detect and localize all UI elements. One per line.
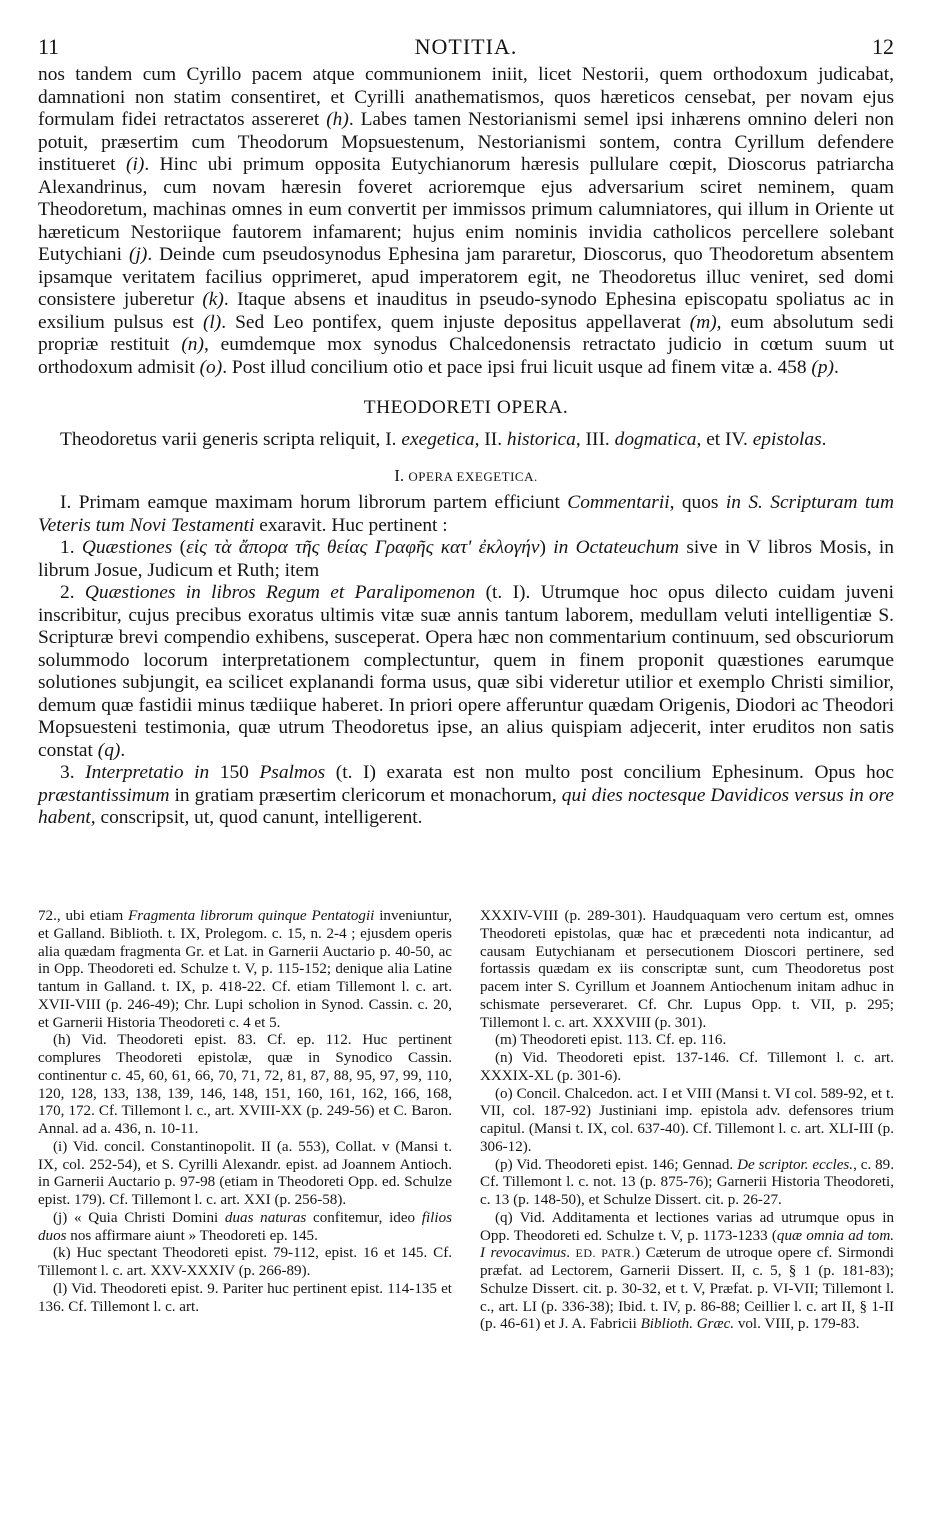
footnote-column-left: [38, 908, 452, 1316]
right-page-number: 12: [872, 34, 894, 59]
running-header: [38, 34, 894, 64]
footnote-l: (l) Vid. Theodoreti epist. 9. Pariter huc pertinent epist. 114-135 et 136. Cf. Tillemont l. c. art.: [38, 1280, 452, 1315]
greek-title: εἰς τὰ ἄπορα τῆς θείας Γραφῆς κατ' ἐκλογήν: [186, 537, 540, 558]
note-ref: (n): [181, 334, 204, 355]
note-ref: (p): [811, 356, 835, 378]
paragraph-intro: Theodoretus varii generis scripta reliquit, I. exegetica, II. historica, III. dogmatica, et IV. epistolas.: [60, 428, 827, 450]
footnote-k: (k) Huc spectant Theodoreti epist. 79-112, epist. 16 et 145. Cf. Tillemont l. c. art. XXV-XXXIV (p. 266-89).: [38, 1245, 452, 1279]
footnote-column-right: [480, 908, 894, 1334]
note-ref: (h): [326, 109, 349, 130]
subsection-heading: I. OPERA EXEGETICA.: [394, 466, 538, 485]
footnote-m: (m) Theodoreti epist. 113. Cf. ep. 116.: [495, 1032, 727, 1049]
footnote-p: (p) Vid. Theodoreti epist. 146; Gennad. De scriptor. eccles., c. 89. Cf. Tillemont l. c. not. 13 (p. 875-76); Garnerii Historia Theodoreti, c. 13 (p. 148-50), et Schulze Dissert. cit. p. 26-27.: [480, 1156, 895, 1208]
note-ref: (l): [202, 311, 222, 333]
list-item-quaestiones-regum: 2. Quæstiones in libros Regum et Paralipomenon (t. I). Utrumque hoc opus dilecto cuidam juveni inscribitur, cujus precibus exoratus ultimis vitæ suæ annis tantum laborem, medullam veluti intelligentiæ S. Scripturæ brevi compendio exhibens, susceperat. Opera hæc non commentarium continuum, sed obscuriorum solummodo locorum interpretationem complectuntur, quem in finem proponit quæstiones earumque solutiones subjungit, ea scilicet explanandi forma usus, quæ sibi videretur utilior et exemplo Christi similior, demum quæ fastidii minus tædiique haberet. In priori opere afferuntur quædam Origenis, Diodori ac Theodori Mopsuesteni testimonia, quæ utrum Theodoretus ipse, an alius quispiam adjecerit, inter eruditos non satis constat (q).: [38, 582, 894, 761]
note-ref: (m): [689, 311, 717, 333]
footnote-n: (n) Vid. Theodoreti epist. 137-146. Cf. Tillemont l. c. art. XXXIX-XL (p. 301-6).: [480, 1050, 894, 1084]
footnote-continuation: 72., ubi etiam Fragmenta librorum quinque Pentatogii inveniuntur, et Galland. Biblioth. t. IX, Prolegom. c. 15, n. 2-4 ; ejusdem operis alia quædam fragmenta Gr. et Lat. in Garnerii Auctario p. 40-50, ac in Opp. Theodoreti ed. Schulze t. V, p. 115-152; denique alia Latine tantum in Galland. t. IX, p. 418-22. Cf. etiam Tillemont l. c. art. XVII-VIII (p. 246-49); Chr. Lupi scholion in Synod. Cassin. c. 20, et Garnerii Historia Theodoreti c. 4 et 5.: [38, 908, 452, 1031]
list-item-psalmos: 3. Interpretatio in 150 Psalmos (t. I) exarata est non multo post concilium Ephesinum. Opus hoc præstantissimum in gratiam præsertim clericorum et monachorum, qui dies noctesque Davidicos versus in ore habent, conscripsit, ut, quod canunt, intelligerent.: [38, 762, 895, 828]
paragraph-history: nos tandem cum Cyrillo pacem atque communionem iniit, licet Nestorii, quem orthodoxum judicabat, damnationi non statim consentiret, et Cyrilli anathematismos, quos hæreticos censebat, per novam ejus formulam fidei retractatos assereret (h). Labes tamen Nestorianismi semel ipsi inhærens omnino deleri non potuit, præsertim cum Theodorum Mopsuestenum, Nestorianismi sontem, contra Cyrillum defendere institueret (i). Hinc ubi primum opposita Eutychianorum hæresis pullulare cœpit, Dioscorus patriarcha Alexandrinus, cum novam hæresin foveret acrioremque ejus adversarium sciret neminem, quam Theodoretum, machinas omnes in eum convertit per immissos primum calumniatores, qui illum in Oriente ut hæreticum Nestoriique fautorem infamarent; hujus enim nominis invidia catholicos percellere solebant Eutychiani (j). Deinde cum pseudosynodus Ephesina jam pararetur, Dioscorus, quo Theodoretum absentem ipsamque veritatem facilius opprimeret, apud imperatorem egit, ne Theodoretus illuc veniret, sed domi consistere juberetur (k). Itaque absens et inauditus in pseudo-synodo Ephesina episcopatu spoliatus ac in exsilium pulsus est (l). Sed Leo pontifex, quem injuste depositus appellaverat (m), eum absolutum sedi propriæ restituit (n), eumdemque mox synodus Chalcedonensis retractato judicio in cœtum suum ut orthodoxum admisit (o). Post illud concilium otio et pace ipsi frui licuit usque ad finem vitæ a. 458 (p).: [38, 64, 895, 378]
footnote-o: (o) Concil. Chalcedon. act. I et VIII (Mansi t. VI col. 589-92, et t. VII, col. 187-92) Justiniani imp. epistola adv. defensores trium capitul. (Mansi t. IX, col. 637-40). Cf. Tillemont l. c. art. XLI-III (p. 306-12).: [480, 1085, 894, 1155]
note-ref: (k): [202, 289, 224, 310]
running-title: NOTITIA.: [414, 34, 518, 59]
footnote-continuation: XXXIV-VIII (p. 289-301). Haudquaquam vero certum est, omnes Theodoreti epistolas, quæ hac et præcedenti nota indicantur, ad causam Eutychianam et persecutionem Dioscori pertinere, sed fortassis quædam ex iis conscriptæ sunt, cum Theodoretus post pacem inter S. Cyrillum et Joannem Antiochenum initam adhuc in schismate perseveraret. Cf. Chr. Lupus Opp. t. VII, p. 295; Tillemont l. c. art. XXXVIII (p. 301).: [480, 908, 894, 1031]
note-ref: (i): [126, 154, 145, 175]
main-text: [38, 64, 894, 830]
note-ref: (o): [199, 356, 223, 378]
paragraph-primam: I. Primam eamque maximam horum librorum partem efficiunt Commentarii, quos in S. Scripturam tum Veteris tum Novi Testamenti exaravit. Huc pertinent :: [38, 492, 894, 536]
page-body: [38, 34, 894, 830]
note-ref: (j): [129, 244, 148, 265]
left-page-number: 11: [38, 34, 60, 59]
footnote-h: (h) Vid. Theodoreti epist. 83. Cf. ep. 112. Huc pertinent complures Theodoreti epistolæ, quæ in Synodico Cassin. continentur c. 45, 60, 61, 66, 70, 71, 72, 81, 87, 88, 95, 97, 99, 110, 120, 128, 133, 138, 139, 146, 148, 151, 160, 161, 162, 166, 168, 170, 172. Cf. Tillemont l. c., art. XVIII-XX (p. 249-56) et C. Baron. Annal. ad a. 436, n. 10-11.: [38, 1032, 452, 1137]
list-item-quaestiones-octateuchum: 1. Quæstiones (εἰς τὰ ἄπορα τῆς θείας Γραφῆς κατ' ἐκλογήν) in Octateuchum sive in V libros Mosis, in librum Josue, Judicum et Ruth; item: [38, 537, 894, 581]
note-ref: (q): [97, 739, 121, 761]
footnote-i: (i) Vid. concil. Constantinopolit. II (a. 553), Collat. v (Mansi t. IX, col. 252-54), et S. Cyrilli Alexandr. epist. ad Joannem Antioch. in Garnerii Auctario p. 97-98 (etiam in Theodoreti Opp. ed. Schulze epist. 179). Cf. Tillemont l. c. art. XXI (p. 256-58).: [38, 1138, 452, 1208]
footnote-q: (q) Vid. Additamenta et lectiones varias ad utrumque opus in Opp. Theodoreti ed. Schulze t. V, p. 1173-1233 (quæ omnia ad tom. I revocavimus. ED. PATR.) Cæterum de utroque opere cf. Sirmondi præfat. ad Lectorem, Garnerii Dissert. II, c. 5, § 1 (p. 181-83); Schulze Dissert. cit. p. 30-32, et t. V, Præfat. p. VI-VII; Tillemont l. c., art. LI (p. 336-38); Ibid. t. IV, p. 86-88; Ceillier l. c. art II, § 1-II (p. 46-61) et J. A. Fabricii Biblioth. Græc. vol. VIII, p. 179-83.: [480, 1209, 894, 1333]
section-heading: THEODORETI OPERA.: [363, 397, 569, 418]
footnote-j: (j) « Quia Christi Domini duas naturas confitemur, ideo filios duos nos affirmare aiunt » Theodoreti ep. 145.: [38, 1209, 452, 1244]
